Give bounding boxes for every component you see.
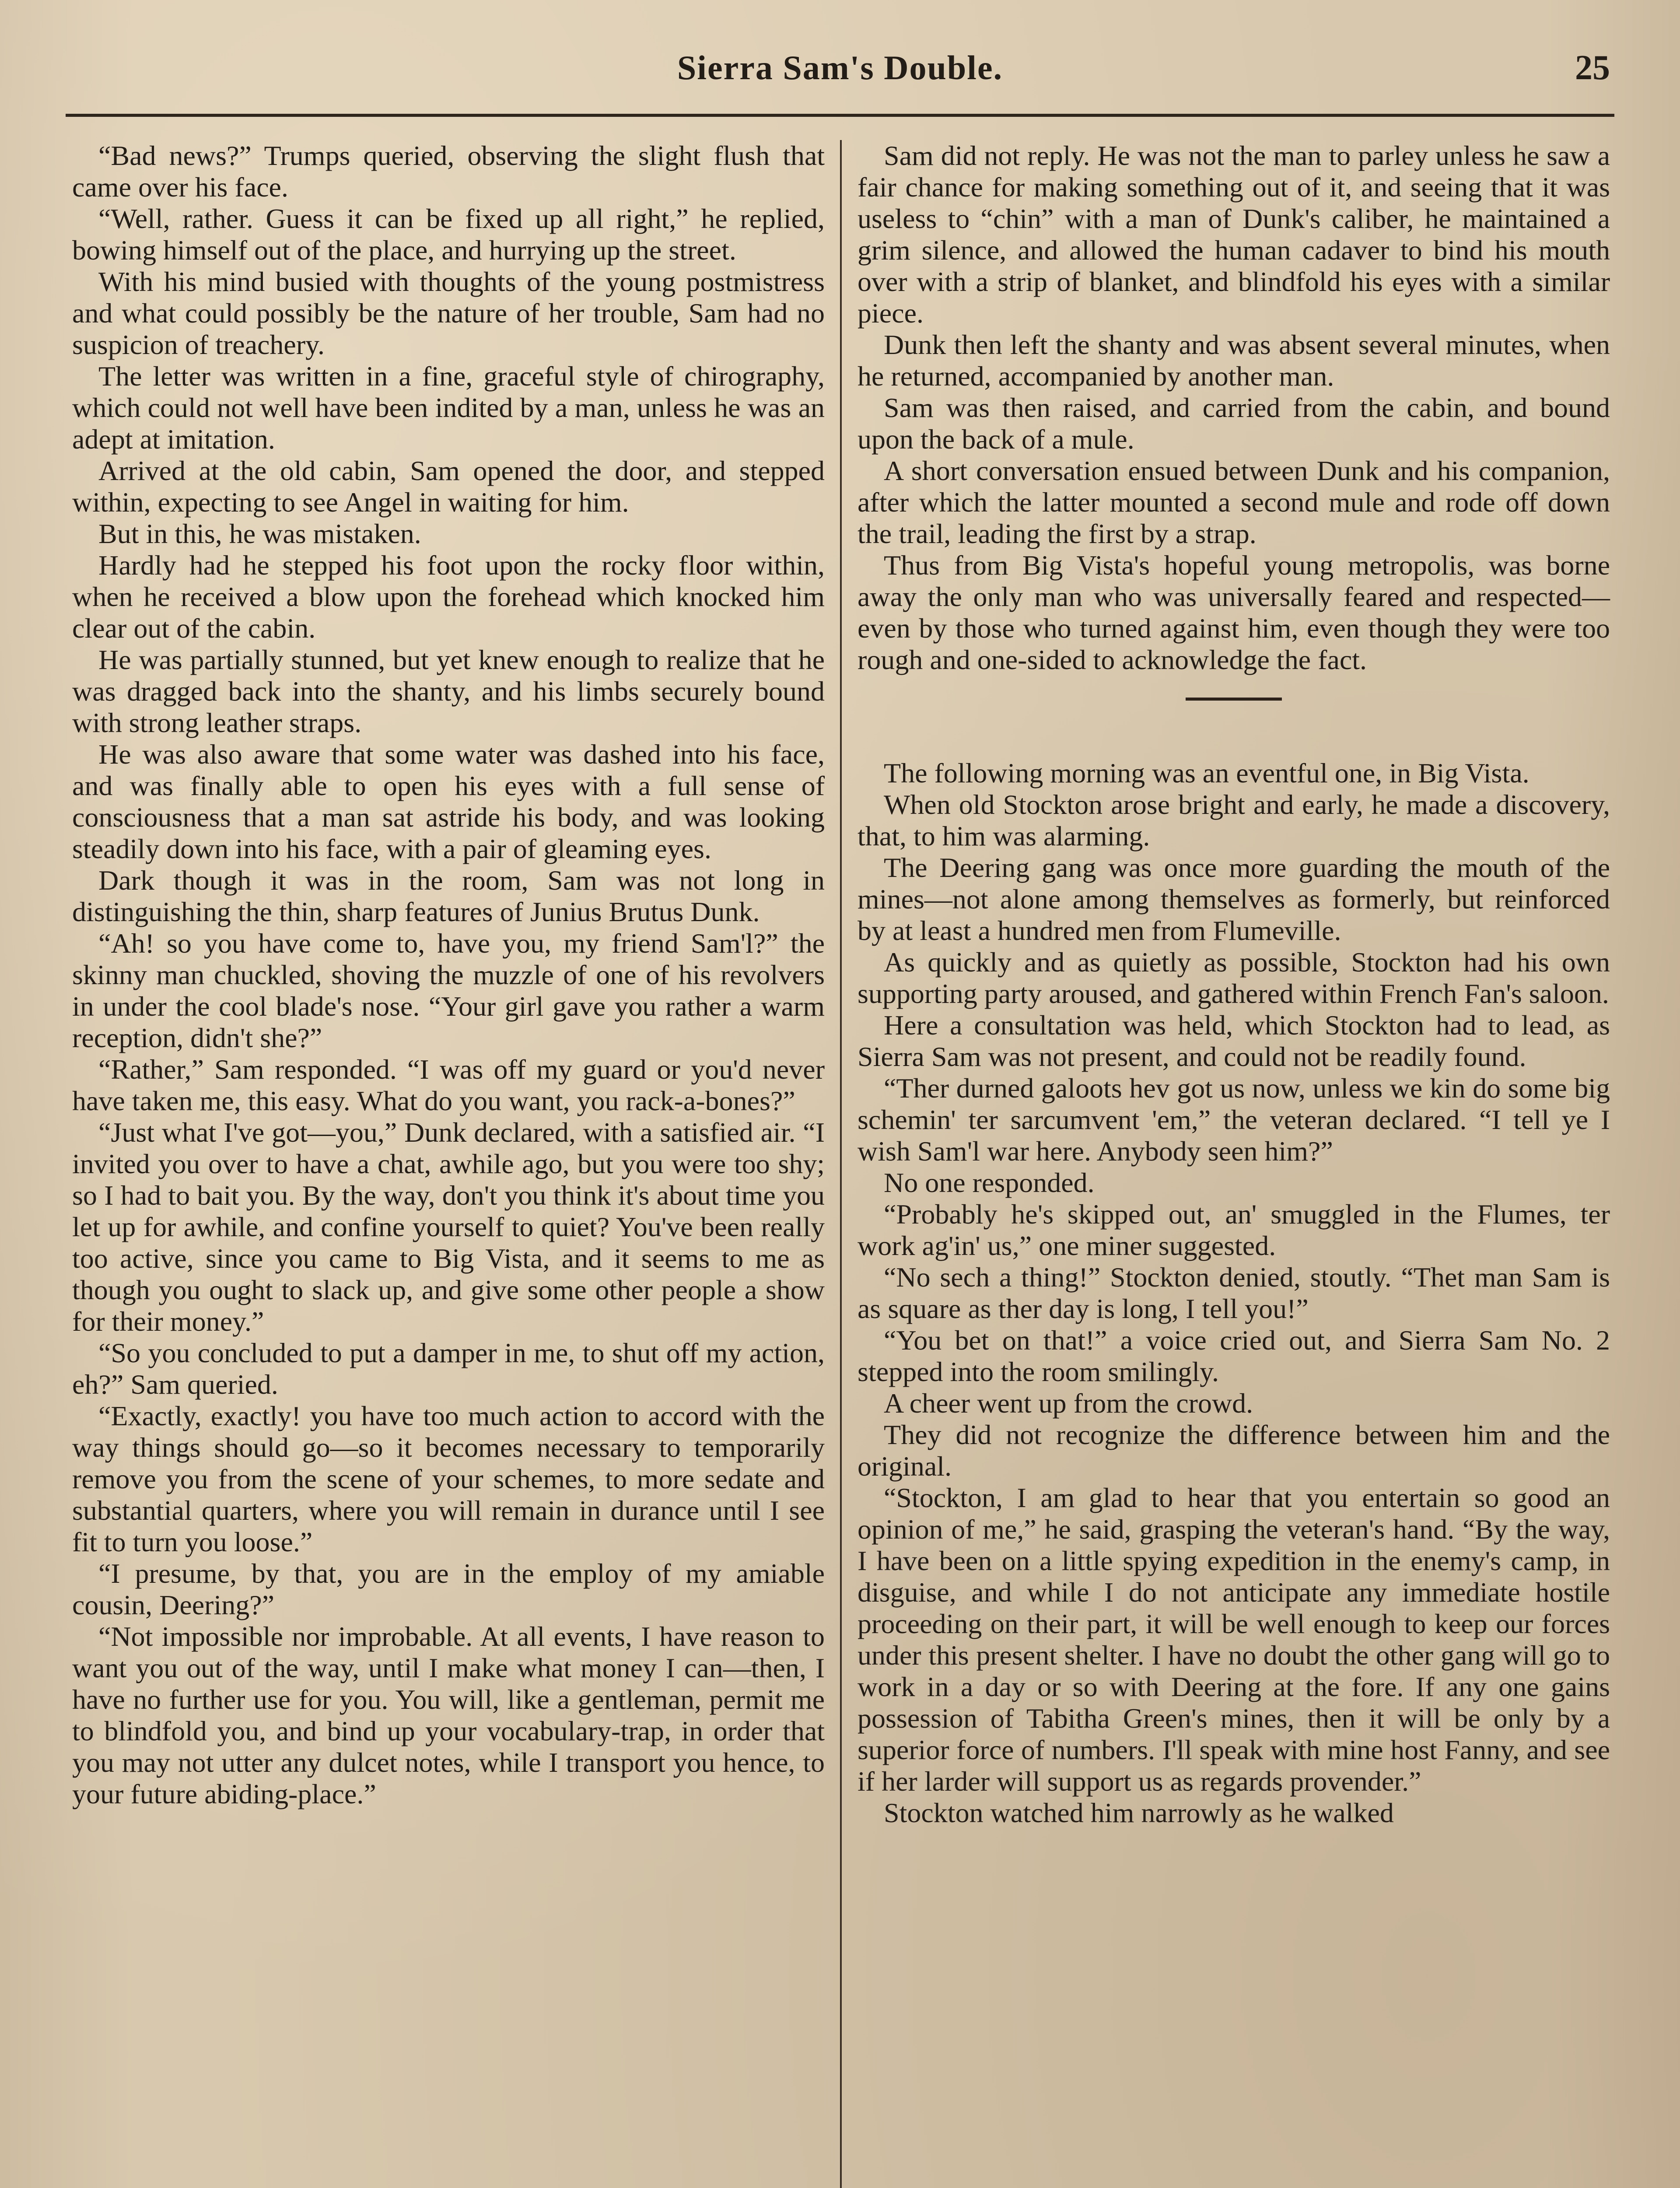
paragraph: He was also aware that some water was dashed into his face, and was finally able to open his eyes with a full sense of consciousness that a man sat astride his body, and was looking steadily down into his face, with a pair of gleaming eyes.	[72, 739, 825, 864]
paragraph: “Probably he's skipped out, an' smuggled in the Flumes, ter work ag'in' us,” one miner suggested.	[858, 1199, 1610, 1261]
running-title: Sierra Sam's Double.	[677, 49, 1003, 87]
paragraph: Sam was then raised, and carried from the cabin, and bound upon the back of a mule.	[858, 392, 1610, 455]
paragraph: He was partially stunned, but yet knew enough to realize that he was dragged back into the shanty, and his limbs securely bound with strong leather straps.	[72, 644, 825, 738]
paragraph: “Exactly, exactly! you have too much action to accord with the way things should go—so it becomes necessary to temporarily remove you from the scene of your schemes, to more sedate and substantial quarters, where you will remain in durance until I see fit to turn you loose.”	[72, 1400, 825, 1557]
paragraph: Thus from Big Vista's hopeful young metropolis, was borne away the only man who was universally feared and respected—even by those who turned against him, even though they were too rough and one-sided to acknowledge the fact.	[858, 550, 1610, 675]
paragraph: They did not recognize the difference between him and the original.	[858, 1419, 1610, 1482]
paragraph: Arrived at the old cabin, Sam opened the door, and stepped within, expecting to see Angel in waiting for him.	[72, 455, 825, 518]
paragraph: A short conversation ensued between Dunk and his companion, after which the latter mounted a second mule and rode off down the trail, leading the first by a strap.	[858, 455, 1610, 549]
paragraph: “Just what I've got—you,” Dunk declared, with a satisfied air. “I invited you over to have a chat, awhile ago, but you were too shy; so I had to bait you. By the way, don't you think it's about time you let up for awhile, and confine yourself to quiet? You've been really too active, since you came to Big Vista, and it seems to me as though you ought to slack up, and give some other people a show for their money.”	[72, 1117, 825, 1337]
section-break-rule	[1186, 698, 1282, 701]
paragraph: “Ther durned galoots hev got us now, unless we kin do some big schemin' ter sarcumvent 'em,” the veteran declared. “I tell ye I wish Sam'l war here. Anybody seen him?”	[858, 1073, 1610, 1167]
paragraph: The letter was written in a fine, graceful style of chirography, which could not well have been indited by a man, unless he was an adept at imitation.	[72, 361, 825, 455]
paragraph: “Ah! so you have come to, have you, my friend Sam'l?” the skinny man chuckled, shoving the muzzle of one of his revolvers in under the cool blade's nose. “Your girl gave you rather a warm reception, didn't she?”	[72, 928, 825, 1053]
paragraph: “You bet on that!” a voice cried out, and Sierra Sam No. 2 stepped into the room smilingly.	[858, 1325, 1610, 1387]
header-rule	[66, 114, 1614, 117]
paragraph: “Bad news?” Trumps queried, observing the slight flush that came over his face.	[72, 140, 825, 203]
paragraph: Stockton watched him narrowly as he walked	[884, 1797, 1394, 1828]
paragraph: With his mind busied with thoughts of the young postmistress and what could possibly be the nature of her trouble, Sam had no suspicion of treachery.	[72, 266, 825, 360]
paragraph: Here a consultation was held, which Stockton had to lead, as Sierra Sam was not present, and could not be readily found.	[858, 1010, 1610, 1072]
left-column	[72, 140, 825, 1810]
paragraph: “So you concluded to put a damper in me, to shut off my action, eh?” Sam queried.	[72, 1337, 825, 1400]
page-number: 25	[1575, 49, 1610, 87]
paragraph: “No sech a thing!” Stockton denied, stoutly. “Thet man Sam is as square as ther day is long, I tell you!”	[858, 1262, 1610, 1324]
column-divider	[840, 140, 842, 2188]
paragraph: Sam did not reply. He was not the man to parley unless he saw a fair chance for making something out of it, and seeing that it was useless to “chin” with a man of Dunk's caliber, he maintained a grim silence, and allowed the human cadaver to bind his mouth over with a strip of blanket, and blindfold his eyes with a similar piece.	[858, 140, 1610, 329]
paragraph: “Stockton, I am glad to hear that you entertain so good an opinion of me,” he said, grasping the veteran's hand. “By the way, I have been on a little spying expedition in the enemy's camp, in disguise, and while I do not anticipate any immediate hostile proceeding on their part, it will be well enough to keep our forces under this present shelter. I have no doubt the other gang will go to work in a day or so with Deering at the fore. If any one gains possession of Tabitha Green's mines, then it will be only by a superior force of numbers. I'll speak with mine host Fanny, and see if her larder will support us as regards provender.”	[858, 1482, 1610, 1797]
right-column	[858, 140, 1610, 1829]
paragraph: Dunk then left the shanty and was absent several minutes, when he returned, accompanied by another man.	[858, 329, 1610, 392]
paragraph: Dark though it was in the room, Sam was not long in distinguishing the thin, sharp features of Junius Brutus Dunk.	[72, 865, 825, 927]
paragraph: A cheer went up from the crowd.	[884, 1388, 1253, 1419]
paragraph: No one responded.	[884, 1167, 1095, 1198]
paragraph: As quickly and as quietly as possible, Stockton had his own supporting party aroused, and gathered within French Fan's saloon.	[858, 947, 1610, 1009]
paragraph: The Deering gang was once more guarding the mouth of the mines—not alone among themselves as formerly, but reinforced by at least a hundred men from Flumeville.	[858, 852, 1610, 946]
paragraph: Hardly had he stepped his foot upon the rocky floor within, when he received a blow upon the forehead which knocked him clear out of the cabin.	[72, 550, 825, 644]
paragraph: “Not impossible nor improbable. At all events, I have reason to want you out of the way, until I make what money I can—then, I have no further use for you. You will, like a gentleman, permit me to blindfold you, and bind up your vocabulary-trap, in order that you may not utter any dulcet notes, while I transport you hence, to your future abiding-place.”	[72, 1621, 825, 1809]
paragraph: When old Stockton arose bright and early, he made a discovery, that, to him was alarming.	[858, 789, 1610, 852]
paragraph: “Rather,” Sam responded. “I was off my guard or you'd never have taken me, this easy. What do you want, you rack-a-bones?”	[72, 1054, 825, 1116]
paragraph: “Well, rather. Guess it can be fixed up all right,” he replied, bowing himself out of the place, and hurrying up the street.	[72, 203, 825, 266]
paragraph: But in this, he was mistaken.	[98, 518, 421, 549]
paragraph: “I presume, by that, you are in the employ of my amiable cousin, Deering?”	[72, 1558, 825, 1620]
page-header	[70, 48, 1610, 105]
paragraph: The following morning was an eventful one, in Big Vista.	[884, 757, 1530, 789]
